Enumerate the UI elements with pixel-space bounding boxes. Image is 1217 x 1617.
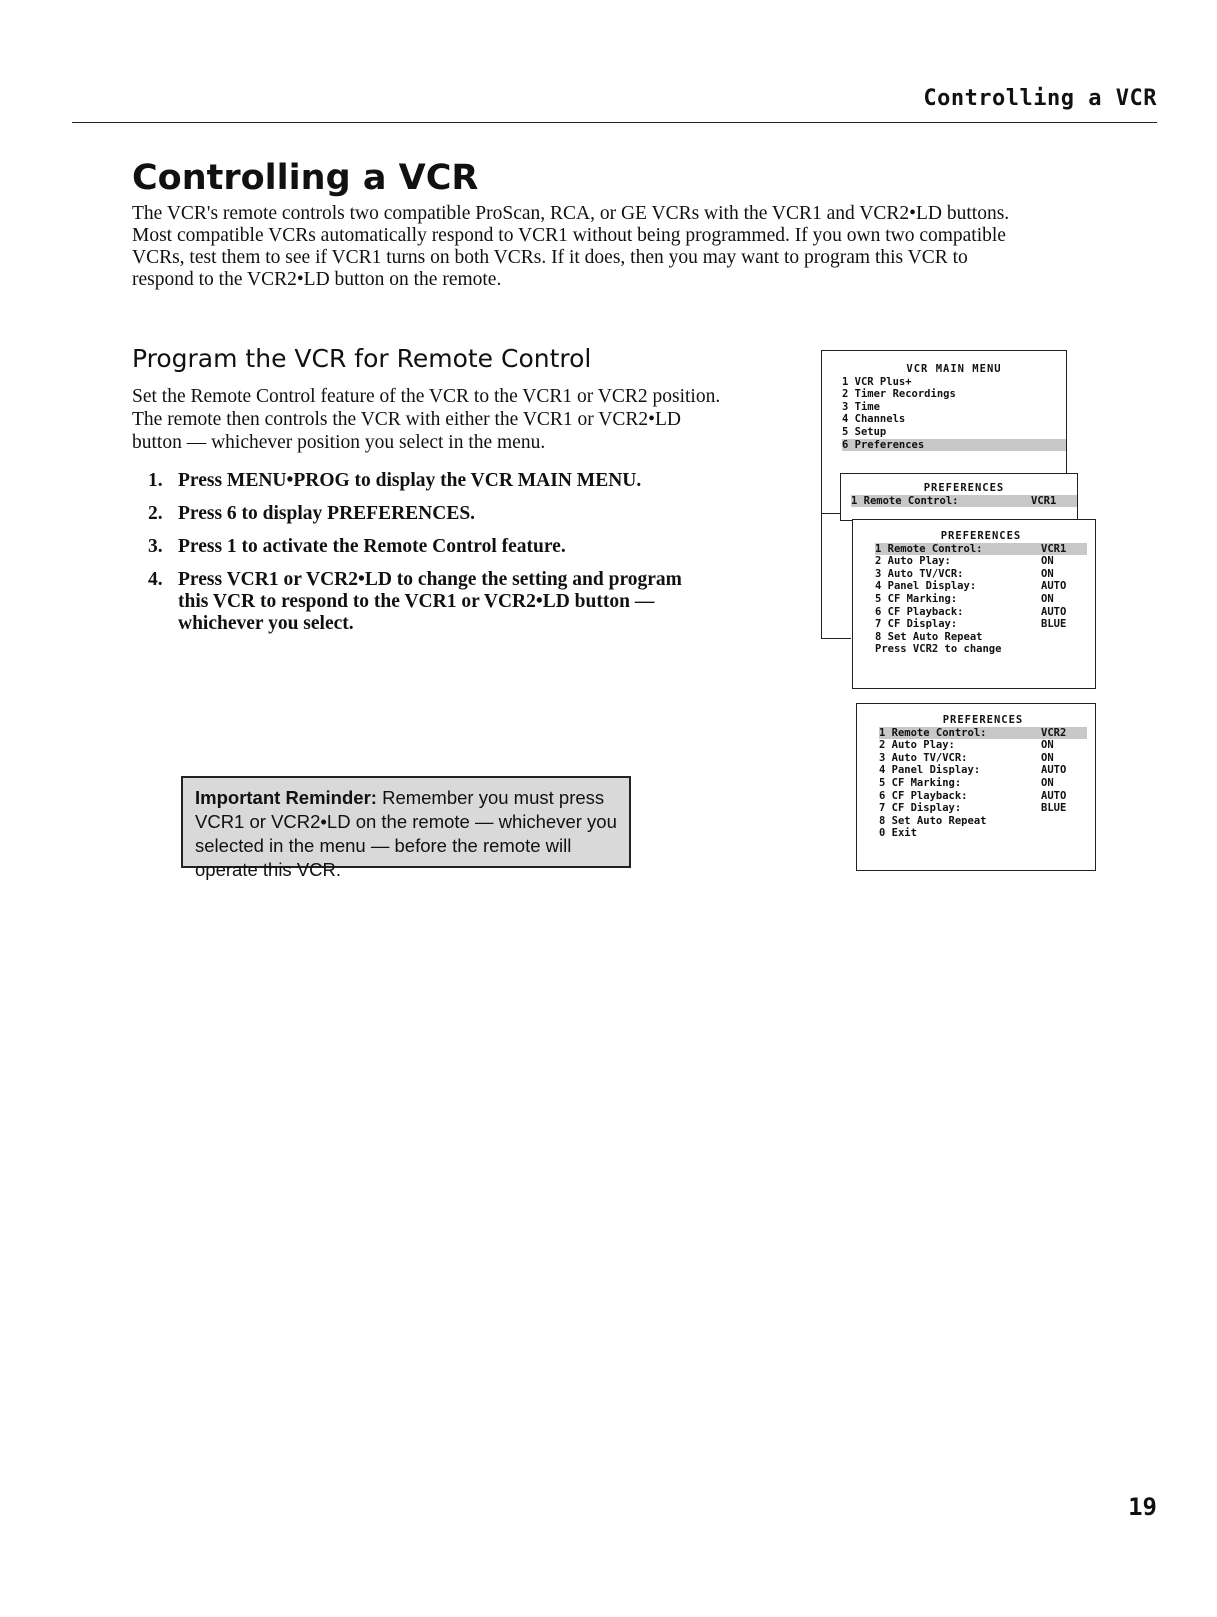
row-label: 4 Panel Display: [875,580,977,593]
row-value: AUTO [1041,580,1067,593]
step-item [148,536,708,558]
row-label: 0 Exit [879,827,917,840]
preferences-row [875,618,1087,631]
row-value: BLUE [1041,618,1067,631]
preferences-row [879,790,1087,803]
preferences-title: PREFERENCES [942,714,1024,726]
preferences-row [875,568,1087,581]
preferences-row [875,631,1087,644]
preferences-row [879,802,1087,815]
row-label: 5 CF Marking: [879,776,962,789]
row-label: 2 Auto Play: [879,739,955,752]
main-menu-item: 4 Channels [842,413,906,426]
row-label: 6 CF Playback: [875,605,964,618]
step-item [148,470,708,492]
row-value [1041,827,1087,840]
row-label: 1 Remote Control: [875,542,983,555]
row-label: 8 Set Auto Repeat [875,630,983,643]
row-value [1041,815,1087,828]
preferences-row [875,606,1087,619]
row-label: 7 CF Display: [879,802,962,815]
preferences-row [879,764,1087,777]
row-value: ON [1041,776,1054,789]
preferences-row [875,555,1087,568]
row-label: 5 CF Marking: [875,592,958,605]
row-value: ON [1041,751,1054,764]
row-value: ON [1041,555,1054,568]
row-value: ON [1041,592,1054,605]
main-menu-title: VCR MAIN MENU [906,363,1002,375]
preferences-row [875,593,1087,606]
preferences-row [879,815,1087,828]
main-menu-item-selected: 6 Preferences [842,439,1066,452]
preferences-vcr1-screen [852,519,1096,689]
preferences-row-selected [851,495,1077,508]
preferences-row [879,827,1087,840]
row-label: 8 Set Auto Repeat [879,814,987,827]
row-value [1041,643,1087,656]
preferences-title: PREFERENCES [923,482,1005,494]
steps-list [148,470,708,646]
main-menu-item: 2 Timer Recordings [842,388,956,401]
intro-paragraph: The VCR's remote controls two compatible ProScan, RCA, or GE VCRs with the VCR1 and VCR2•LD buttons. Most compatible VCRs automatically respond to VCR1 without being programmed. If you own two compatible VCRs, test them to see if VCR1 turns on both VCRs. If it does, then you may want to program this VCR to respond to the VCR2•LD button on the remote. [132,203,1010,290]
step-number: 4. [148,569,163,590]
row-label: 2 Auto Play: [875,555,951,568]
step-item [148,503,708,525]
row-label: 7 CF Display: [875,618,958,631]
row-value [1041,631,1087,644]
preferences-row-selected [875,543,1087,556]
step-number: 1. [148,470,163,491]
row-value: VCR2 [1041,726,1067,739]
step-text: Press MENU•PROG to display the VCR MAIN MENU. [178,470,642,491]
reminder-text: Remember you must press VCR1 or VCR2•LD on the remote — whichever you selected in the menu — before the remote will operate this VCR. [195,787,617,880]
preferences-preview-screen [840,473,1078,521]
row-value: VCR1 [1041,542,1067,555]
main-menu-item: 3 Time [842,400,880,413]
page-number: 19 [1128,1493,1157,1521]
preferences-row [875,580,1087,593]
page-title: Controlling a VCR [132,158,479,198]
row-label: 6 CF Playback: [879,789,968,802]
row-label: 1 Remote Control: [879,726,987,739]
reminder-lead: Important Reminder: [195,787,377,808]
row-value: BLUE [1041,802,1067,815]
step-text: Press 6 to display PREFERENCES. [178,503,476,524]
important-reminder-box [181,776,631,880]
preferences-title: PREFERENCES [940,530,1022,542]
step-number: 2. [148,503,163,524]
row-label: 3 Auto TV/VCR: [875,567,964,580]
preferences-row [879,752,1087,765]
preferences-row-selected [879,727,1087,740]
row-label: Press VCR2 to change [875,643,1002,656]
running-head: Controlling a VCR [923,86,1157,111]
header-rule [72,122,1157,123]
preferences-vcr2-screen [856,703,1096,871]
row-value: AUTO [1041,764,1067,777]
step-text: Press VCR1 or VCR2•LD to change the setting and program this VCR to respond to the VCR1 or VCR2•LD button — whichever you select. [178,569,682,634]
row-label: 4 Panel Display: [879,764,981,777]
step-item [148,569,708,635]
main-menu-item: 1 VCR Plus+ [842,375,912,388]
row-value: AUTO [1041,789,1067,802]
row-value: VCR1 [1031,494,1057,507]
step-number: 3. [148,536,163,557]
row-value: ON [1041,567,1054,580]
row-value: ON [1041,739,1054,752]
main-menu-item: 5 Setup [842,425,887,438]
row-value: AUTO [1041,605,1067,618]
section-title: Program the VCR for Remote Control [132,344,592,373]
preferences-row [875,643,1087,656]
row-label: 1 Remote Control: [851,494,959,507]
menu-connector-line [821,514,851,639]
preferences-row [879,777,1087,790]
section-description: Set the Remote Control feature of the VCR to the VCR1 or VCR2 position. The remote then controls the VCR with either the VCR1 or VCR2•LD button — whichever position you select in the menu. [132,386,721,453]
row-label: 3 Auto TV/VCR: [879,751,968,764]
preferences-row [879,739,1087,752]
step-text: Press 1 to activate the Remote Control feature. [178,536,566,557]
